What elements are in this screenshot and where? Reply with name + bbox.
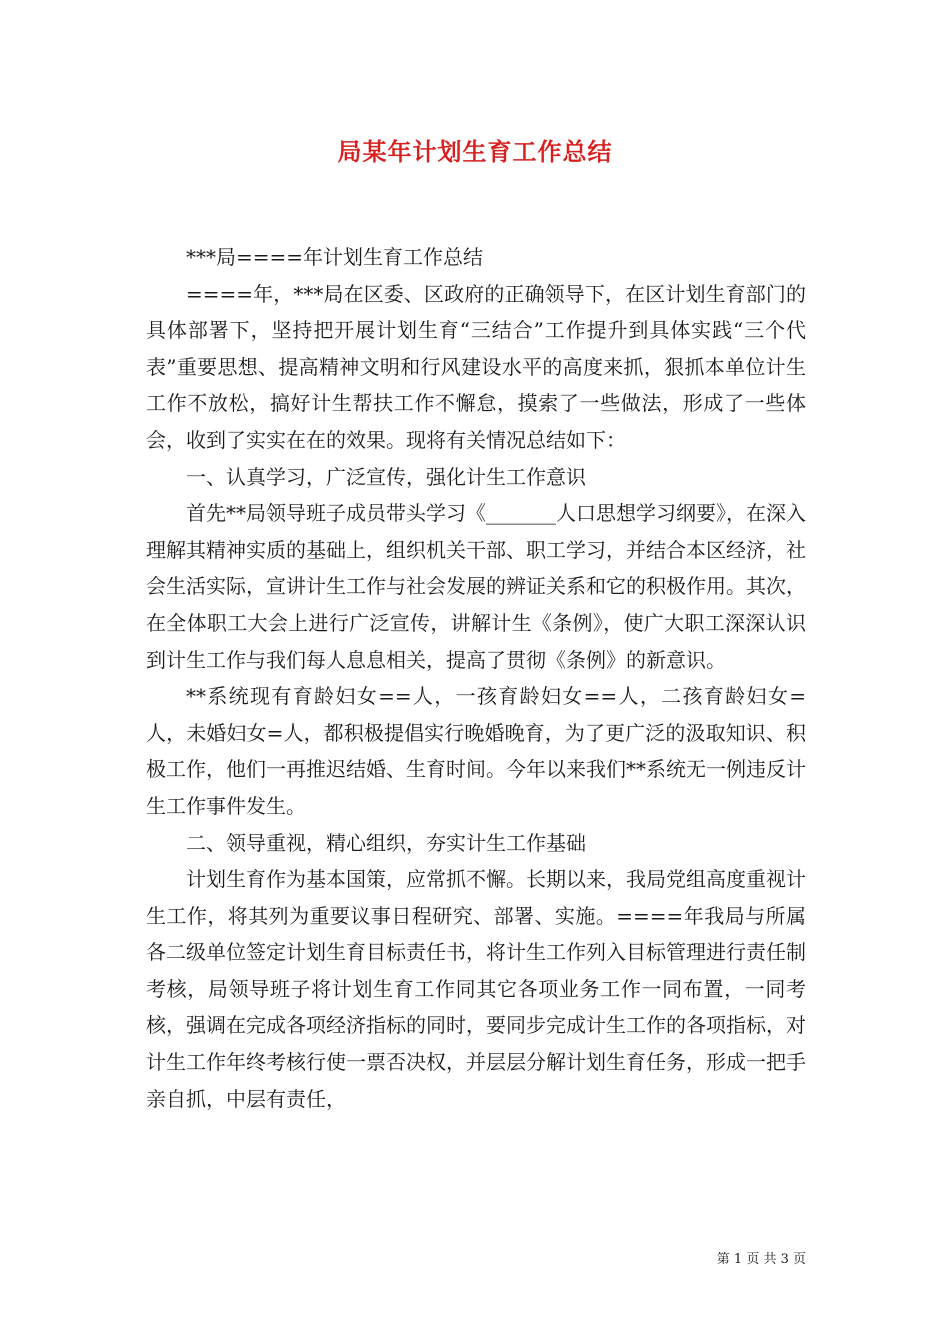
paragraph-study: 首先**局领导班子成员带头学习《_______人口思想学习纲要》，在深入理解其精神实质的基础上，组织机关干部、职工学习，并结合本区经济，社会生活实际，宣讲计生工作与社会发展的辨证关系和它的积极作用。其次，在全体职工大会上进行广泛宣传，讲解计生《条例》，使广大职工深深认识到计生工作与我们每人息息相关，提高了贯彻《条例》的新意识。 xyxy=(146,501,806,672)
page-indicator: 第 1 页 共 3 页 xyxy=(716,1252,806,1267)
paragraph-leadership: 计划生育作为基本国策，应常抓不懈。长期以来，我局党组高度重视计生工作，将其列为重要议事日程研究、部署、实施。====年我局与所属各二级单位签定计划生育目标责任书，将计生工作列入目标管理进行责任制考核，局领导班子将计划生育工作同其它各项业务工作一同布置，一同考核，强调在完成各项经济指标的同时，要同步完成计生工作的各项指标，对计生工作年终考核行使一票否决权，并层层分解计划生育任务，形成一把手亲自抓，中层有责任， xyxy=(146,867,806,1111)
document-body xyxy=(146,239,806,1117)
document-title: 局某年计划生育工作总结 xyxy=(337,137,613,166)
paragraph-intro: ====年，***局在区委、区政府的正确领导下，在区计划生育部门的具体部署下，坚持把开展计划生育“三结合”工作提升到具体实践“三个代表”重要思想、提高精神文明和行风建设水平的高度来抓，狠抓本单位计生工作不放松，搞好计生帮扶工作不懈怠，摸索了一些做法，形成了一些体会，收到了实实在在的效果。现将有关情况总结如下： xyxy=(146,281,806,452)
paragraph-statistics: **系统现有育龄妇女==人，一孩育龄妇女==人，二孩育龄妇女=人，未婚妇女=人，都积极提倡实行晚婚晚育，为了更广泛的汲取知识、积极工作，他们一再推迟结婚、生育时间。今年以来我们**系统无一例违反计生工作事件发生。 xyxy=(146,684,806,818)
section-heading-1: 一、认真学习，广泛宣传，强化计生工作意识 xyxy=(186,464,586,489)
section-heading-2: 二、领导重视，精心组织，夯实计生工作基础 xyxy=(186,830,586,855)
paragraph-subtitle: ***局====年计划生育工作总结 xyxy=(186,245,484,269)
